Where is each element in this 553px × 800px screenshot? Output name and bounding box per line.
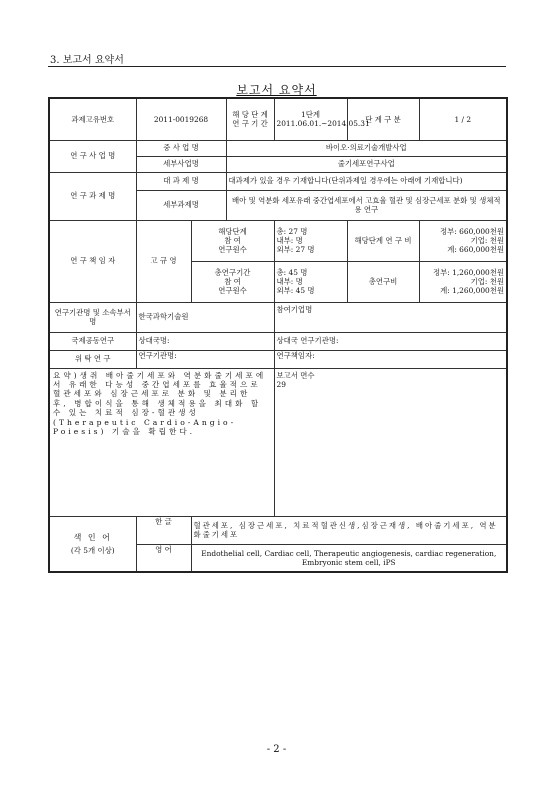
stage-staff-external: 외부: 27 명 xyxy=(276,245,315,255)
stage-staff-label-3: 연구원수 xyxy=(218,245,247,255)
consign-lead: 연구책임자: xyxy=(274,350,507,368)
researcher-name: 고 규 영 xyxy=(136,220,191,302)
project-label: 연 구 과 제 명 xyxy=(49,172,136,220)
total-cost-label: 총연구비 xyxy=(347,261,419,302)
task-no-value: 2011-0019268 xyxy=(136,98,226,140)
stage-staff-internal: 내부: 명 xyxy=(276,235,303,245)
task-no-label: 과제고유번호 xyxy=(49,98,136,140)
stage-type-value: 1 / 2 xyxy=(419,98,507,140)
stage-staff-counts xyxy=(274,220,347,261)
total-staff-external: 외부: 45 명 xyxy=(276,286,315,296)
keywords-label-sub: (각 5개 이상) xyxy=(70,545,115,555)
total-staff-label-2: 참 여 xyxy=(224,276,241,286)
mid-program-value: 바이오·의료기술개발사업 xyxy=(226,140,507,156)
report-title: 보고서 요약서 xyxy=(236,83,317,97)
total-cost-values xyxy=(419,261,507,302)
stage-staff-label-2: 참 여 xyxy=(224,235,241,245)
report-pages-value: 29 xyxy=(276,379,286,389)
total-staff-label-1: 총연구기간 xyxy=(214,267,251,277)
keywords-en-label: 영 어 xyxy=(136,544,191,572)
report-pages-label: 보고서 면수 xyxy=(276,370,315,380)
total-staff-label xyxy=(191,261,274,302)
total-staff-total: 총: 45 명 xyxy=(276,267,308,277)
period-stage: 1단계 xyxy=(301,110,320,119)
report-pages xyxy=(274,368,507,516)
page-number: - 2 - xyxy=(266,744,287,755)
consign-org: 연구기관명: xyxy=(136,350,274,368)
period-label: 해 당 단 계 연 구 기 간 xyxy=(226,98,274,140)
org-value: 한국과학기술원 xyxy=(136,302,274,332)
org-label: 연구기관명 및 소속부서명 xyxy=(49,302,136,332)
main-project-label: 대 과 제 명 xyxy=(136,172,226,190)
total-staff-internal: 내부: 명 xyxy=(276,276,303,286)
total-cost-gov: 정부: 1,260,000천원 xyxy=(433,267,505,277)
keywords-en-value: Endothelial cell, Cardiac cell, Therapeutic angiogenesis, cardiac regeneration, Embryonic stem cell, iPS xyxy=(191,544,507,572)
sub-program-value: 줄기세포연구사업 xyxy=(226,156,507,172)
stage-cost-corp: 기업: 천원 xyxy=(470,235,505,245)
keywords-ko-value: 혈관세포, 심장근세포, 치료적혈관신생,심장근재생, 배아줄기세포, 역분화줄기세포 xyxy=(191,516,507,544)
keywords-ko-label: 한 글 xyxy=(136,516,191,544)
mid-program-label: 중 사 업 명 xyxy=(136,140,226,156)
stage-staff-label xyxy=(191,220,274,261)
sub-program-label: 세부사업명 xyxy=(136,156,226,172)
sub-project-label: 세부과제명 xyxy=(136,190,226,220)
stage-cost-gov: 정부: 660,000천원 xyxy=(440,226,505,236)
stage-type-label: 단 계 구 분 xyxy=(347,98,419,140)
section-title: 3. 보고서 요약서 xyxy=(50,55,124,66)
period-dates: 2011.06.01.~2014.05.31 xyxy=(276,119,370,129)
stage-cost-sum: 계: 660,000천원 xyxy=(447,245,505,255)
stage-staff-total: 총: 27 명 xyxy=(276,226,308,236)
stage-staff-label-1: 해당단계 xyxy=(218,226,247,236)
section-divider xyxy=(48,66,506,67)
summary-text: 요약)생쥐 배아줄기세포와 역분화줄기세포에서 유래한 다능성 중간엽세포를 효율적으로 혈관세포와 심장근세포로 분화 및 분리한 후, 병합이식을 통해 생체적용을 최대화 할 수 있는 치료적 심장-혈관생성 (Therapeutic Cardio-Angio-Poiesis) 기술을 확립한다. xyxy=(49,368,274,516)
intl-partner-country: 상대국명: xyxy=(136,332,274,350)
total-staff-label-3: 연구원수 xyxy=(218,286,247,296)
program-label: 연 구 사 업 명 xyxy=(49,140,136,172)
stage-cost-values xyxy=(419,220,507,261)
keywords-label-main: 색 인 어 xyxy=(73,532,112,542)
stage-cost-label: 해당단계 연 구 비 xyxy=(347,220,419,261)
researcher-label: 연 구 책 임 자 xyxy=(49,220,136,302)
total-staff-counts xyxy=(274,261,347,302)
summary-table xyxy=(48,97,508,573)
consign-label: 위 탁 연 구 xyxy=(49,350,136,368)
period-value xyxy=(274,98,370,140)
keywords-label xyxy=(49,516,136,572)
sub-project-value: 배아 및 역분화 세포유래 중간엽세포에서 고효율 혈관 및 심장근세포 분화 및 생체적용 연구 xyxy=(226,190,507,220)
main-project-value: 대과제가 있을 경우 기재합니다(단위과제일 경우에는 아래에 기재합니다) xyxy=(226,172,507,190)
intl-partner-lead: 상대국 연구기관명: xyxy=(274,332,507,350)
intl-label: 국제공동연구 xyxy=(49,332,136,350)
total-cost-corp: 기업: 천원 xyxy=(470,276,505,286)
total-cost-sum: 계: 1,260,000천원 xyxy=(440,286,505,296)
partner-company-label: 참여기업명 xyxy=(274,302,507,332)
